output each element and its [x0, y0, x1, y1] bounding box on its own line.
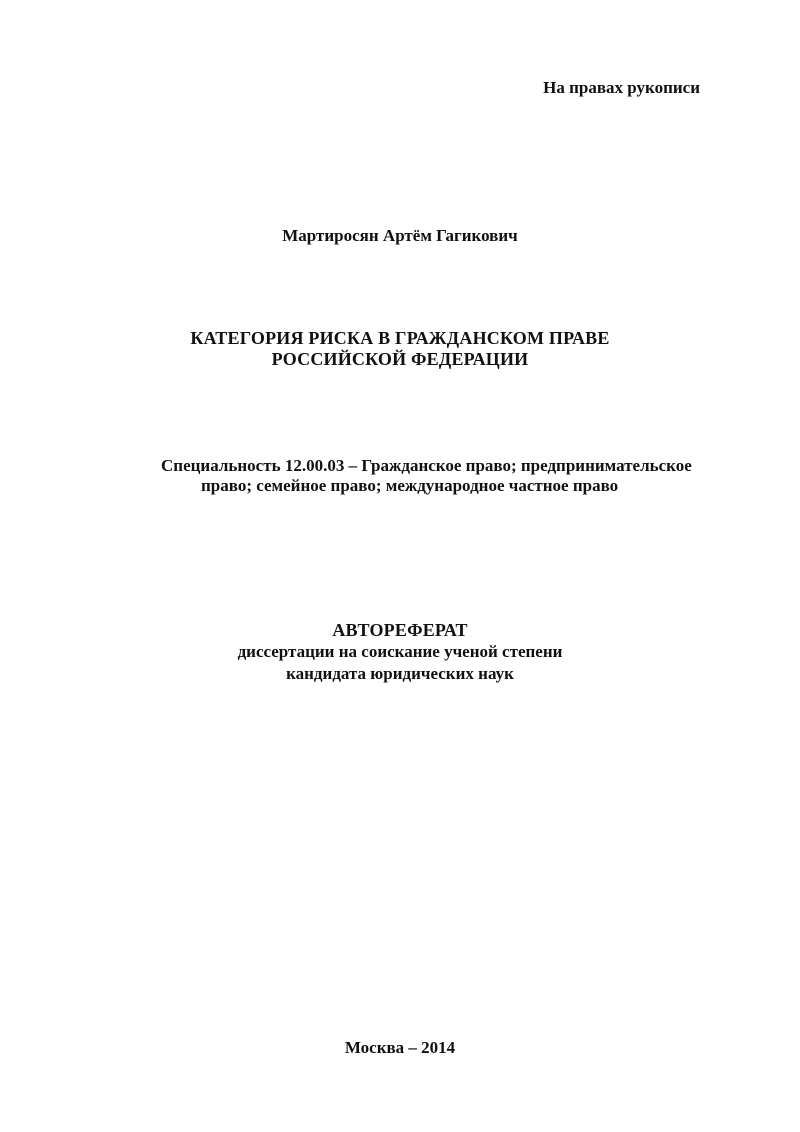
- place-year: Москва – 2014: [344, 1038, 456, 1057]
- specialty-line-1: Специальность 12.00.03 – Гражданское право; предпринимательское: [161, 456, 692, 475]
- title-line-2: РОССИЙСКОЙ ФЕДЕРАЦИИ: [271, 349, 529, 369]
- abstract-line-2: кандидата юридических наук: [286, 664, 514, 683]
- abstract-heading: АВТОРЕФЕРАТ: [332, 620, 468, 640]
- manuscript-note: На правах рукописи: [543, 78, 700, 97]
- author-name: Мартиросян Артём Гагикович: [282, 226, 518, 245]
- abstract-line-1: диссертации на соискание ученой степени: [237, 642, 563, 661]
- specialty-line-2: право; семейное право; международное частное право: [201, 476, 619, 495]
- title-line-1: КАТЕГОРИЯ РИСКА В ГРАЖДАНСКОМ ПРАВЕ: [190, 328, 610, 348]
